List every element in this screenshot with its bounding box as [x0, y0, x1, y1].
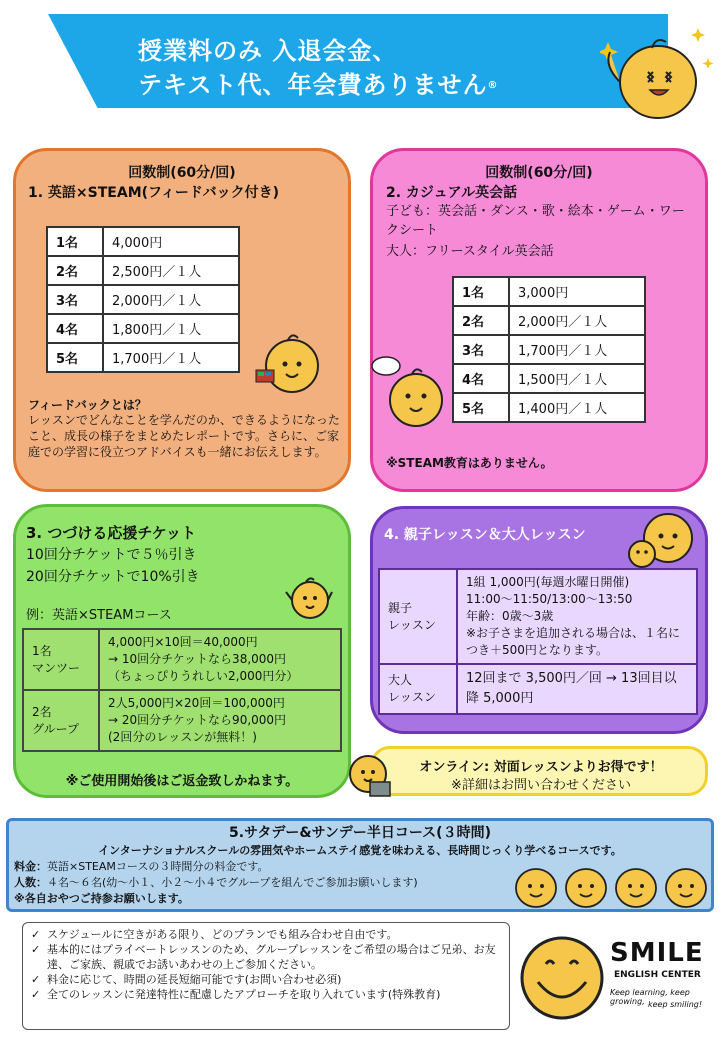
- table-cell: 1,800円／１人: [103, 314, 239, 343]
- section-2-adult-line: 大人：フリースタイル英会話: [386, 244, 554, 259]
- row-line: → 20回分チケットなら90,000円: [108, 713, 287, 727]
- section-2-header: 回数制(60分/回): [485, 165, 593, 181]
- table-cell: 5名: [453, 393, 509, 422]
- note-text: 料金に応じて、時間の延長短縮可能です(お問い合わせ必須): [47, 973, 342, 986]
- table-cell: [379, 569, 457, 664]
- section-3-title: 3. つづける応援チケット: [26, 524, 197, 542]
- row-label-1: 大人: [388, 673, 413, 687]
- logo-sub: ENGLISH CENTER: [614, 970, 701, 980]
- registered-mark: ®: [487, 80, 499, 91]
- section-3-refund-note: ※ご使用開始後はご返金致しかねます。: [65, 774, 299, 789]
- note-text: 全てのレッスンに発達特性に配慮したアプローチを取り入れています(特殊教育): [47, 988, 441, 1001]
- mascot-icon: [624, 510, 696, 572]
- table-row: [47, 343, 239, 372]
- row-label-1: 2名: [32, 704, 52, 719]
- table-row: [47, 314, 239, 343]
- banner-line-2-text: テキスト代、年会費ありません: [138, 71, 488, 99]
- table-row: [453, 306, 645, 335]
- row-label-1: 1名: [32, 643, 52, 658]
- list-item: [31, 987, 501, 1002]
- table-cell: [23, 629, 99, 690]
- table-cell: [457, 569, 697, 664]
- mascot-icon: [600, 22, 716, 126]
- section-2-title: 2. カジュアル英会話: [386, 185, 518, 201]
- table-cell: 1,700円／１人: [509, 335, 645, 364]
- section-2-note: ※STEAM教育はありません。: [386, 456, 553, 470]
- people-text: ４名～６名(幼～小１、小２～小４でグループを組んでご参加お願いします): [47, 876, 418, 889]
- row-line: 年齢：0歳～3歳: [466, 609, 554, 623]
- table-row: [379, 569, 697, 664]
- section-3-ticket-table: [22, 628, 342, 752]
- mascot-icon: [370, 352, 450, 432]
- table-row: [453, 393, 645, 422]
- row-line: 2人5,000円×20回＝100,000円: [108, 696, 285, 710]
- list-item: [31, 927, 501, 942]
- row-line: 1組 1,000円(毎週水曜日開催): [466, 575, 630, 589]
- table-cell: 1名: [453, 277, 509, 306]
- table-cell: [99, 690, 341, 751]
- section-3-line-2: 20回分チケットで10%引き: [26, 569, 200, 585]
- note-text: スケジュールに空きがある限り、どのプランでも組み合わせ自由です。: [47, 928, 398, 941]
- fee-label: 料金：: [14, 860, 47, 873]
- row-label-1: 親子: [388, 600, 413, 615]
- table-cell: 2,000円／１人: [103, 285, 239, 314]
- table-row: [23, 690, 341, 751]
- table-cell: [379, 664, 457, 714]
- section-3-example: 例：英語×STEAMコース: [26, 608, 172, 623]
- section-2-kids-line: 子ども：英会話・ダンス・歌・絵本・ゲーム・ワークシート: [386, 204, 685, 238]
- section-5-subtitle: インターナショナルスクールの雰囲気やホームステイ感覚を味わえる、長時間じっくり学べるコースです。: [98, 844, 622, 857]
- table-cell: 12回まで 3,500円／回 → 13回目以降 5,000円: [457, 664, 697, 714]
- table-cell: 2名: [453, 306, 509, 335]
- section-3-line-1: 10回分チケットで５％引き: [26, 547, 197, 563]
- table-cell: 2,000円／１人: [509, 306, 645, 335]
- table-cell: 3,000円: [509, 277, 645, 306]
- table-cell: 2名: [47, 256, 103, 285]
- table-cell: 1,700円／１人: [103, 343, 239, 372]
- table-cell: 4名: [47, 314, 103, 343]
- table-row: [453, 335, 645, 364]
- online-line-2: ※詳細はお問い合わせください: [451, 778, 631, 793]
- check-icon: ✓: [31, 973, 41, 986]
- people-label: 人数：: [14, 876, 47, 889]
- row-label-2: レッスン: [388, 690, 436, 704]
- row-line: (2回分のレッスンが無料！): [108, 730, 257, 744]
- logo-tagline-1: Keep learning, keep growing,: [610, 988, 690, 1006]
- notes-list: [22, 922, 510, 1030]
- table-cell: 5名: [47, 343, 103, 372]
- table-cell: [99, 629, 341, 690]
- table-row: [47, 227, 239, 256]
- list-item: [31, 972, 501, 987]
- table-row: [47, 285, 239, 314]
- row-line: 4,000円×10回＝40,000円: [108, 635, 258, 649]
- mascot-icon: [284, 574, 334, 622]
- row-label-2: レッスン: [388, 617, 436, 632]
- table-row: [453, 277, 645, 306]
- check-icon: ✓: [31, 928, 41, 941]
- section-5-snack: ※各自おやつご持参お願いします。: [14, 892, 189, 905]
- note-text: 基本的にはプライベートレッスンのため、グループレッスンをご希望の場合はご兄弟、お友達、ご家族、親戚でお誘いあわせの上ご参加ください。: [47, 943, 496, 971]
- table-cell: 3名: [47, 285, 103, 314]
- list-item: [31, 942, 501, 972]
- section-1-header: 回数制(60分/回): [128, 165, 236, 181]
- banner-headline: [138, 34, 499, 103]
- table-cell: 4名: [453, 364, 509, 393]
- table-cell: 4,000円: [103, 227, 239, 256]
- check-icon: ✓: [31, 943, 41, 956]
- fee-text: 英語×STEAMコースの３時間分の料金です。: [47, 860, 269, 873]
- logo-name: SMILE: [610, 938, 704, 968]
- table-cell: 1名: [47, 227, 103, 256]
- table-cell: 1,500円／１人: [509, 364, 645, 393]
- table-row: [379, 664, 697, 714]
- table-cell: [23, 690, 99, 751]
- row-line: → 10回分チケットなら38,000円: [108, 652, 287, 666]
- mascot-icon: [510, 862, 710, 910]
- online-line-1: オンライン: 対面レッスンよりお得です！: [419, 760, 663, 775]
- check-icon: ✓: [31, 988, 41, 1001]
- section-5-fee: [14, 858, 268, 874]
- row-line: ※お子さまを追加される場合は、１名につき＋500円となります。: [466, 626, 681, 657]
- smile-logo-icon: [518, 934, 606, 1022]
- section-1-title: 1. 英語×STEAM(フィードバック付き): [28, 185, 280, 201]
- table-cell: 3名: [453, 335, 509, 364]
- feedback-text: レッスンでどんなことを学んだのか、できるようになったこと、成長の様子をまとめたレポートです。さらに、ご家庭での学習に役立つアドバイスも一緒にお伝えします。: [28, 413, 340, 459]
- smile-logo: [518, 926, 714, 1034]
- mascot-icon: [252, 330, 324, 396]
- row-line: （ちょっぴりうれしい2,000円分）: [108, 669, 299, 683]
- table-cell: 2,500円／１人: [103, 256, 239, 285]
- section-2-price-table: [452, 276, 646, 423]
- logo-tagline-2: keep smiling!: [648, 1000, 703, 1009]
- row-label-2: マンツー: [32, 660, 81, 675]
- table-row: [453, 364, 645, 393]
- banner-line-2: [138, 68, 499, 103]
- section-4-title: 4. 親子レッスン＆大人レッスン: [384, 527, 586, 543]
- table-cell: 1,400円／１人: [509, 393, 645, 422]
- row-line: 11:00～11:50/13:00～13:50: [466, 592, 633, 606]
- section-5-title: 5.サタデー&サンデー半日コース(３時間): [229, 825, 491, 841]
- section-5-people: [14, 874, 418, 890]
- banner-line-1: 授業料のみ 入退会金、: [138, 37, 398, 65]
- section-4-lesson-table: [378, 568, 698, 715]
- row-label-2: グループ: [32, 721, 80, 736]
- table-row: [47, 256, 239, 285]
- feedback-title: フィードバックとは？: [28, 398, 147, 412]
- table-row: [23, 629, 341, 690]
- section-1-price-table: [46, 226, 240, 373]
